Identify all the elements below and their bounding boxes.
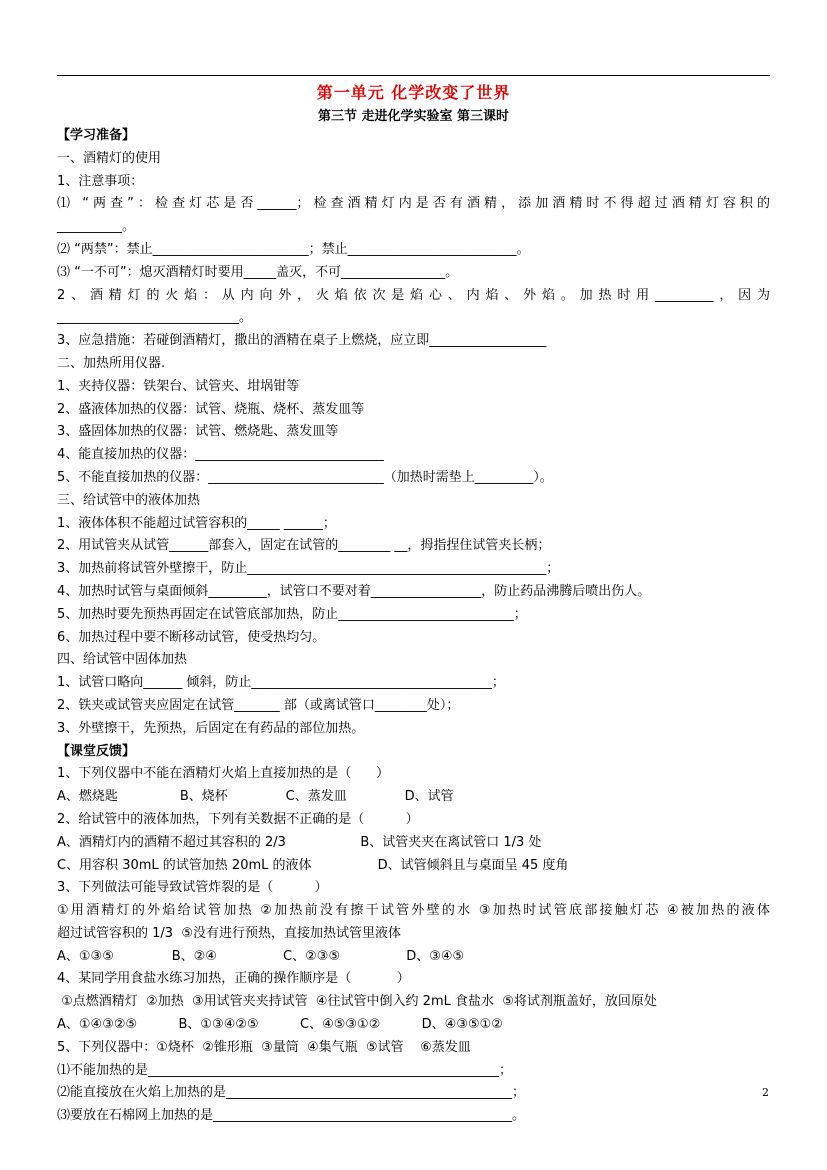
text-line: __________。: [57, 219, 136, 235]
text-line: 5、不能直接加热的仪器：___________________________（加热时需垫上_________）。: [57, 469, 553, 485]
text-line: 4、能直接加热的仪器：_____________________________: [57, 447, 384, 463]
text-line: A、①③⑤ B、②④ C、②③⑤ D、③④⑤: [57, 948, 465, 964]
text-line: ⑶ “一不可”：熄灭酒精灯时要用_____盖灭，不可________________。: [57, 264, 459, 280]
text-line: 1、试管口略向______ 倾斜，防止_____________________________________；: [57, 675, 505, 691]
section-heading: 【课堂反馈】: [57, 743, 136, 759]
unit-title: 第一单元 化学改变了世界: [316, 83, 511, 102]
text-line: 3、应急措施：若碰倒酒精灯，撒出的酒精在桌子上燃烧，应立即__________________: [57, 333, 547, 349]
text-line: 一、酒精灯的使用: [57, 150, 162, 166]
text-line: 三、给试管中的液体加热: [57, 492, 201, 508]
text-line: A、①④③②⑤ B、①③④②⑤ C、④⑤③①② D、④③⑤①②: [57, 1017, 503, 1033]
text-line: 2、盛液体加热的仪器：试管、烧瓶、烧杯、蒸发皿等: [57, 401, 365, 417]
text-line: A、酒精灯内的酒精不超过其容积的 2/3 B、试管夹夹在离试管口 1/3 处: [57, 834, 542, 850]
text-line: 1、夹持仪器：铁架台、试管夹、坩埚钳等: [57, 378, 300, 394]
text-line: 超过试管容积的 1/3 ⑤没有进行预热，直接加热试管里液体: [57, 925, 401, 941]
text-line: A、燃烧匙 B、烧杯 C、蒸发皿 D、试管: [57, 789, 454, 805]
text-line: 4、某同学用食盐水练习加热，正确的操作顺序是（ ）: [57, 971, 410, 987]
section-subtitle: 第三节 走进化学实验室 第三课时: [317, 109, 510, 124]
header-rule: [57, 75, 770, 76]
text-line: ____________________________。: [57, 310, 253, 326]
text-line: 4、加热时试管与桌面倾斜_________，试管口不要对着_________________，防止药品沸腾后喷出伤人。: [57, 583, 651, 599]
text-line: 二、加热所用仪器.: [57, 355, 166, 371]
text-line: C、用容积 30mL 的试管加热 20mL 的液体 D、试管倾斜且与桌面呈 45 度角: [57, 857, 569, 873]
text-line: 2、酒精灯的火焰：从内向外，火焰依次是焰心、内焰、外焰。加热时用_________，因为: [57, 287, 770, 303]
text-line: ⑴不能加热的是______________________________________________________；: [57, 1062, 513, 1078]
text-line: ⑵能直接放在火焰上加热的是____________________________________________；: [57, 1085, 526, 1101]
text-line: 1、下列仪器中不能在酒精灯火焰上直接加热的是（ ）: [57, 766, 390, 782]
text-line: 5、加热时要先预热再固定在试管底部加热，防止___________________________；: [57, 606, 527, 622]
text-line: 1、液体体积不能超过试管容积的_____ ______；: [57, 515, 336, 531]
text-line: 1、注意事项：: [57, 173, 144, 189]
text-line: 3、盛固体加热的仪器：试管、燃烧匙、蒸发皿等: [57, 424, 339, 440]
text-line: ①点燃酒精灯 ②加热 ③用试管夹夹持试管 ④往试管中倒入约 2mL 食盐水 ⑤将试剂瓶盖好，放回原处: [57, 994, 657, 1010]
text-line: 2、给试管中的液体加热，下列有关数据不正确的是（ ）: [57, 811, 419, 827]
text-line: 2、铁夹或试管夹应固定在试管_______ 部（或离试管口________处）；: [57, 697, 460, 713]
text-line: ⑵ “两禁”：禁止________________________；禁止__________________________。: [57, 241, 530, 257]
text-line: ①用酒精灯的外焰给试管加热 ②加热前没有擦干试管外壁的水 ③加热时试管底部接触灯芯 ④被加热的液体: [57, 903, 770, 919]
section-heading: 【学习准备】: [57, 128, 136, 143]
text-line: ⑴ “两查”：检查灯芯是否______；检查酒精灯内是否有酒精，添加酒精时不得超过酒精灯容积的: [57, 196, 770, 212]
page-number: 2: [762, 1086, 769, 1099]
text-line: ⑶要放在石棉网上加热的是______________________________________________。: [57, 1108, 526, 1124]
text-line: 3、外壁擦干，先预热，后固定在有药品的部位加热。: [57, 720, 365, 736]
text-line: 5、下列仪器中：①烧杯 ②锥形瓶 ③量筒 ④集气瓶 ⑤试管 ⑥蒸发皿: [57, 1039, 471, 1055]
text-line: 2、用试管夹从试管______部套入，固定在试管的________ __，拇指捏住试管夹长柄；: [57, 538, 551, 554]
text-line: 3、加热前将试管外壁擦干，防止______________________________________________；: [57, 561, 560, 577]
text-line: 四、给试管中固体加热: [57, 652, 188, 668]
text-line: 3、下列做法可能导致试管炸裂的是（ ）: [57, 880, 328, 896]
text-line: 6、加热过程中要不断移动试管，使受热均匀。: [57, 629, 326, 645]
worksheet-body: [57, 125, 770, 1128]
